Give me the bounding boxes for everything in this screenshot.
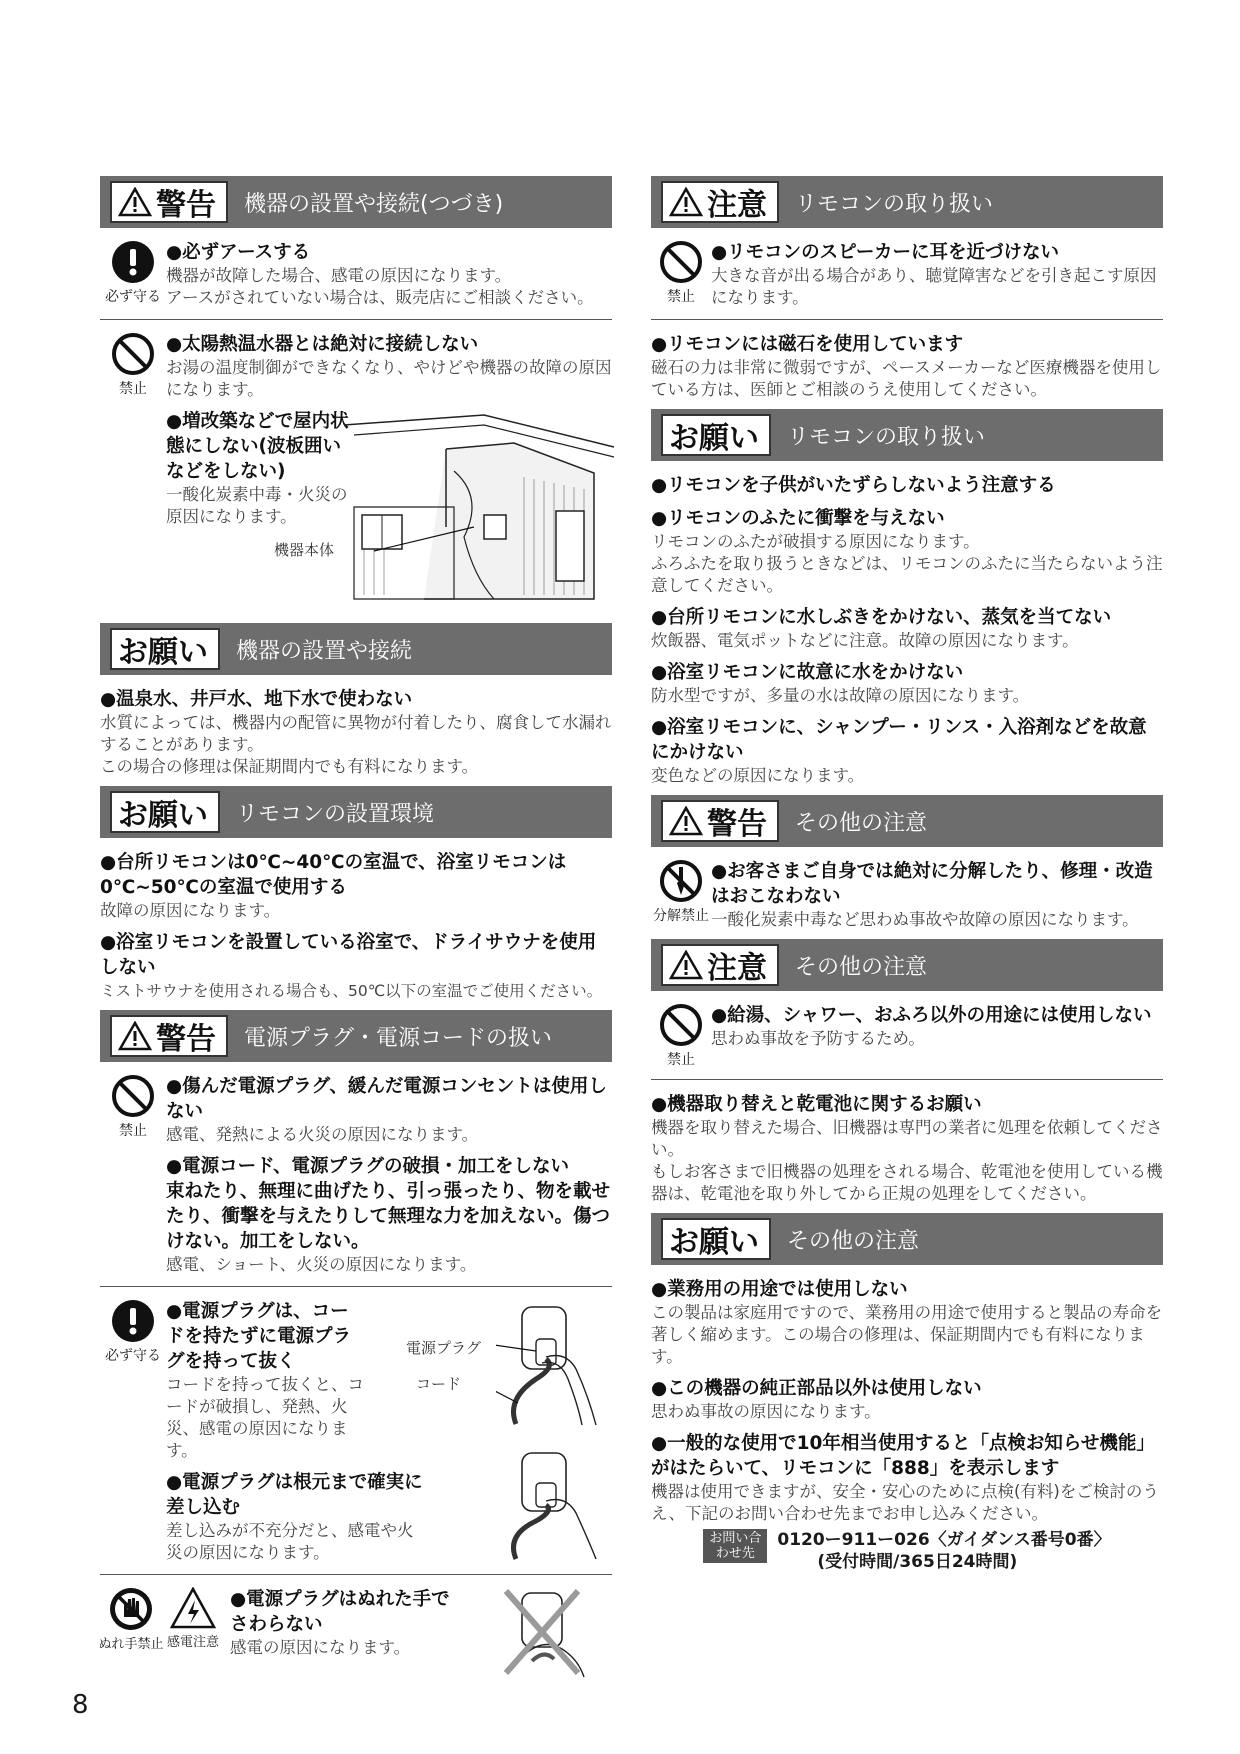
section-tag: お願い — [118, 798, 208, 833]
warning-triangle-icon — [669, 187, 703, 217]
item-text: 機器は使用できますが、安全・安心のために点検(有料)をご検討のうえ、下記のお問い合わせ先までお申し込みください。 — [651, 1482, 1159, 1523]
item-text: 感電、ショート、火災の原因になります。 — [166, 1255, 477, 1274]
item-text: もしお客さまで旧機器の処理をされる場合、乾電池を使用している機器は、乾電池を取り外してから正規の処理をしてください。 — [651, 1162, 1163, 1203]
item-text: ミストサウナを使用される場合も、50℃以下の室温でご使用ください。 — [100, 982, 603, 1000]
item-heading: ●温泉水、井戸水、地下水で使わない — [100, 689, 413, 710]
warning-triangle-icon — [669, 806, 703, 836]
section-tag: 警告 — [156, 1022, 216, 1057]
item-solar — [100, 332, 612, 609]
plug-unplug-illustration — [496, 1299, 614, 1427]
section-header-request-remote — [651, 409, 1163, 461]
item-heading: ●この機器の純正部品以外は使用しない — [651, 1378, 982, 1399]
right-column — [651, 176, 1163, 1573]
electric-shock-icon — [170, 1587, 216, 1629]
section-title: その他の注意 — [795, 954, 928, 980]
item-text: コードを持って抜くと、コードが破損し、発熱、火災、感電の原因になります。 — [166, 1375, 364, 1460]
item-text: 一酸化炭素中毒・火災の原因になります。 — [166, 485, 348, 526]
section-header-warning-other — [651, 795, 1163, 847]
item-text: この場合の修理は保証期間内でも有料になります。 — [100, 757, 479, 776]
item-heading: ●台所リモコンは0℃~40℃の室温で、浴室リモコンは0℃~50℃の室温で使用する — [100, 852, 567, 898]
warning-triangle-icon — [669, 950, 703, 980]
item-text: 感電の原因になります。 — [230, 1638, 411, 1657]
item-text: 一酸化炭素中毒など思わぬ事故や故障の原因になります。 — [711, 910, 1139, 929]
divider — [100, 1574, 612, 1575]
warning-triangle-icon — [118, 1021, 152, 1051]
section-title: リモコンの取り扱い — [787, 424, 986, 450]
left-column — [100, 176, 612, 1659]
item-speaker — [651, 240, 1163, 309]
section-title: その他の注意 — [795, 810, 928, 836]
item-heading: ●浴室リモコンに故意に水をかけない — [651, 662, 964, 683]
item-text: 思わぬ事故を予防するため。 — [711, 1029, 925, 1048]
item-heading: ●増改築などで屋内状態にしない(波板囲いなどをしない) — [166, 411, 349, 482]
callout-cord: コード — [416, 1375, 462, 1393]
item-wet-hands — [100, 1587, 612, 1659]
warning-triangle-icon — [118, 187, 152, 217]
no-disassembly-icon — [659, 859, 703, 903]
divider — [651, 1079, 1163, 1080]
icon-label: ぬれ手禁止 — [98, 1637, 164, 1652]
contact-block — [651, 1529, 1163, 1573]
divider — [100, 1286, 612, 1287]
item-text: 機器が故障した場合、感電の原因になります。 — [166, 266, 512, 285]
callout-unit: 機器本体 — [274, 541, 335, 559]
item-text: リモコンのふたが破損する原因になります。 — [651, 532, 980, 551]
item-heading: ●傷んだ電源プラグ、緩んだ電源コンセントは使用しない — [166, 1076, 607, 1122]
item-text: 炊飯器、電気ポットなどに注意。故障の原因になります。 — [651, 631, 1079, 650]
item-other-use — [651, 1003, 1163, 1069]
section-header-caution-remote — [651, 176, 1163, 228]
item-text: 大きな音が出る場合があり、聴覚障害などを引き起こす原因になります。 — [711, 266, 1157, 307]
contact-hours: (受付時間/365日24時間) — [817, 1552, 1018, 1572]
item-heading: ●電源プラグはぬれた手でさわらない — [230, 1589, 450, 1635]
section-tag: 警告 — [707, 807, 767, 842]
item-text: 変色などの原因になります。 — [651, 766, 865, 785]
item-text: ふろふたを取り扱うときなどは、リモコンのふたに当たらないよう注意してください。 — [651, 554, 1163, 595]
item-heading: ●電源コード、電源プラグの破損・加工をしない — [166, 1156, 569, 1177]
section-tag: お願い — [118, 635, 208, 670]
item-heading: ●台所リモコンに水しぶきをかけない、蒸気を当てない — [651, 607, 1112, 628]
item-heading: ●一般的な使用で10年相当使用すると「点検お知らせ機能」がはたらいて、リモコンに「888」を表示します — [651, 1433, 1155, 1479]
item-text: 感電、発熱による火災の原因になります。 — [166, 1125, 479, 1144]
item-text: 防水型ですが、多量の水は故障の原因になります。 — [651, 686, 1030, 705]
item-heading: ●電源プラグは、コードを持たずに電源プラグを持って抜く — [166, 1301, 352, 1372]
section-tag: お願い — [669, 1225, 759, 1260]
no-wet-hands-icon — [109, 1587, 153, 1631]
section-header-request-install — [100, 623, 612, 675]
divider — [651, 319, 1163, 320]
page-number: 8 — [72, 1690, 89, 1720]
item-disassembly — [651, 859, 1163, 931]
section-title: リモコンの取り扱い — [795, 191, 994, 217]
section-header-warning-install — [100, 176, 612, 228]
section-tag: 警告 — [156, 188, 216, 223]
item-text: お湯の温度制御ができなくなり、やけどや機器の故障の原因になります。 — [166, 358, 612, 399]
item-heading: ●機器取り替えと乾電池に関するお願い — [651, 1094, 982, 1115]
section-tag: お願い — [669, 421, 759, 456]
icon-label: 必ず守る — [105, 289, 161, 305]
house-enclosure-illustration — [334, 407, 616, 603]
item-text: 思わぬ事故の原因になります。 — [651, 1402, 881, 1421]
item-heading: ●リモコンを子供がいたずらしないよう注意する — [651, 475, 1056, 496]
item-bold-text: 束ねたり、無理に曲げたり、引っ張ったり、物を載せたり、衝撃を与えたりして無理な力を加えない。傷つけない。加工をしない。 — [166, 1181, 611, 1252]
wet-hand-plug-illustration — [492, 1587, 612, 1679]
item-text: 差し込みが不充分だと、感電や火災の原因になります。 — [166, 1521, 414, 1562]
icon-label: 禁止 — [119, 381, 147, 397]
item-heading: ●浴室リモコンを設置している浴室で、ドライサウナを使用しない — [100, 932, 597, 978]
item-text: 機器を取り替えた場合、旧機器は専門の業者に処理を依頼してください。 — [651, 1118, 1163, 1159]
item-damaged-plug — [100, 1074, 612, 1276]
contact-badge: お問い合わせ先 — [703, 1529, 767, 1563]
item-text: この製品は家庭用ですので、業務用の用途で使用すると製品の寿命を著しく縮めます。この場合の修理は、保証期間内でも有料になります。 — [651, 1303, 1163, 1366]
enclosure-block — [166, 409, 612, 609]
item-heading: ●お客さまご自身では絶対に分解したり、修理・改造はおこなわない — [711, 861, 1153, 907]
item-heading: ●リモコンのふたに衝撃を与えない — [651, 508, 945, 529]
icon-label: 必ず守る — [105, 1348, 161, 1364]
icon-label: 禁止 — [667, 1052, 695, 1068]
item-heading: ●給湯、シャワー、おふろ以外の用途には使用しない — [711, 1005, 1152, 1026]
section-header-request-remote-env — [100, 786, 612, 838]
item-heading: ●浴室リモコンに、シャンプー・リンス・入浴剤などを故意にかけない — [651, 717, 1147, 763]
item-heading: ●リモコンのスピーカーに耳を近づけない — [711, 242, 1060, 263]
item-heading: ●太陽熱温水器とは絶対に接続しない — [166, 334, 479, 355]
mandatory-icon — [111, 240, 155, 284]
icon-label: 禁止 — [667, 289, 695, 305]
item-text: 故障の原因になります。 — [100, 901, 281, 920]
section-header-request-other — [651, 1213, 1163, 1265]
section-tag: 注意 — [707, 188, 767, 223]
callout-plug: 電源プラグ — [406, 1339, 482, 1357]
prohibited-icon — [659, 1003, 703, 1047]
section-header-warning-power — [100, 1010, 612, 1062]
section-title: 電源プラグ・電源コードの扱い — [244, 1025, 553, 1051]
prohibited-icon — [111, 1074, 155, 1118]
section-header-caution-other — [651, 939, 1163, 991]
prohibited-icon — [111, 332, 155, 376]
item-pull-plug — [100, 1299, 612, 1564]
divider — [100, 319, 612, 320]
icon-label: 禁止 — [119, 1123, 147, 1139]
item-text: 水質によっては、機器内の配管に異物が付着したり、腐食して水漏れすることがあります。 — [100, 713, 612, 754]
section-title: その他の注意 — [787, 1228, 920, 1254]
item-text: 磁石の力は非常に微弱ですが、ペースメーカーなど医療機器を使用している方は、医師とご相談のうえ使用してください。 — [651, 358, 1162, 399]
section-title: 機器の設置や接続 — [236, 638, 413, 664]
mandatory-icon — [111, 1299, 155, 1343]
item-heading: ●必ずアースする — [166, 242, 311, 263]
item-heading: ●業務用の用途では使用しない — [651, 1279, 908, 1300]
item-heading: ●電源プラグは根元まで確実に差し込む — [166, 1472, 423, 1518]
section-title: 機器の設置や接続(つづき) — [244, 191, 504, 217]
item-heading: ●リモコンには磁石を使用しています — [651, 334, 964, 355]
section-tag: 注意 — [707, 951, 767, 986]
prohibited-icon — [659, 240, 703, 284]
icon-label: 感電注意 — [166, 1635, 219, 1650]
item-text: アースがされていない場合は、販売店にご相談ください。 — [166, 288, 594, 307]
contact-number: 0120ー911ー026〈ガイダンス番号0番〉 — [777, 1530, 1111, 1550]
icon-label: 分解禁止 — [653, 908, 709, 924]
section-title: リモコンの設置環境 — [236, 801, 435, 827]
item-ground — [100, 240, 612, 309]
plug-insert-illustration — [496, 1449, 614, 1561]
